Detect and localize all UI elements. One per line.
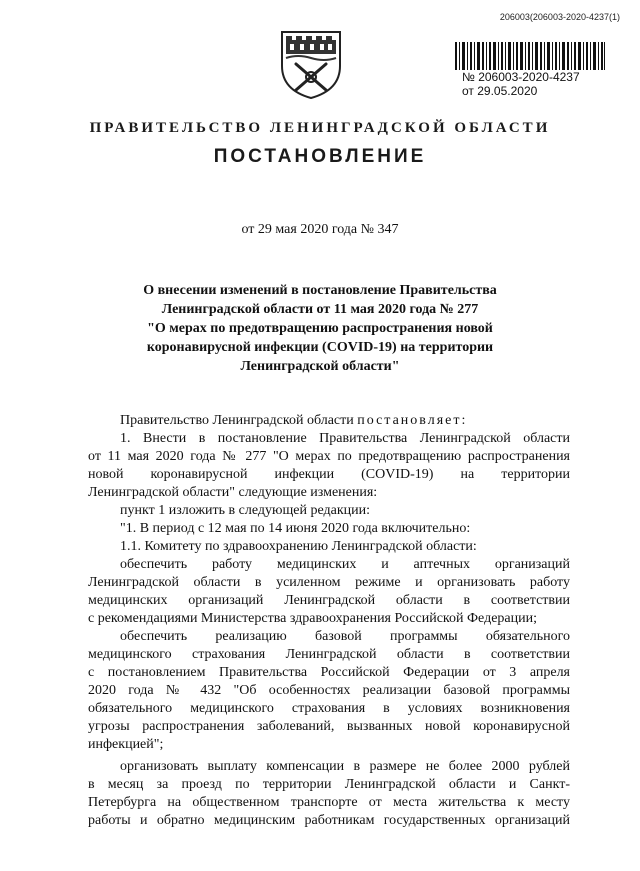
body-line: медицинского страхования Ленинградской области в соответствии — [88, 647, 570, 662]
body-line: обеспечить работу медицинских и аптечных организаций — [120, 557, 570, 572]
body-intro — [88, 412, 570, 430]
body-line: инфекцией"; — [88, 737, 164, 752]
body-line: в месяц за проезд по территории Ленинградской области и Санкт- — [88, 777, 570, 792]
registration-number: № 206003-2020-4237 — [462, 70, 580, 84]
intro-prefix: Правительство Ленинградской области — [120, 413, 354, 428]
leningrad-oblast-emblem-icon — [278, 28, 344, 100]
intro-verb: постановляет: — [357, 413, 468, 428]
body-line: пункт 1 изложить в следующей редакции: — [120, 503, 370, 518]
body-line: Ленинградской области" следующие изменения: — [88, 485, 378, 500]
body-line: от 11 мая 2020 года № 277 "О мерах по предотвращению распространения — [88, 449, 570, 464]
subject-line: О внесении изменений в постановление Правительства — [143, 283, 497, 298]
body-line: с постановлением Правительства Российской Федерации от 3 апреля — [88, 665, 570, 680]
body-line: обеспечить реализацию базовой программы обязательного — [120, 629, 570, 644]
registration-date: от 29.05.2020 — [462, 84, 538, 98]
document-subject — [120, 281, 520, 376]
body-line: работы и обратно медицинским работникам государственных организаций — [88, 813, 570, 828]
document-body — [88, 412, 570, 830]
document-type-heading: ПОСТАНОВЛЕНИЕ — [213, 146, 427, 167]
body-line: с рекомендациями Министерства здравоохранения Российской Федерации; — [88, 611, 537, 626]
body-line: новой коронавирусной инфекции (COVID-19) на территории — [88, 467, 570, 482]
body-line: 2020 года № 432 "Об особенностях реализации базовой программы — [88, 683, 570, 698]
body-line: Петербурга на общественном транспорте от места жительства к месту — [88, 795, 570, 810]
body-line: 1. Внести в постановление Правительства Ленинградской области — [120, 431, 570, 446]
document-date: от 29 мая 2020 года № 347 — [241, 222, 399, 237]
subject-line: Ленинградской области" — [240, 359, 400, 374]
body-line: "1. В период с 12 мая по 14 июня 2020 года включительно: — [120, 521, 471, 536]
body-line: Ленинградской области в усиленном режиме и организовать работу — [88, 575, 570, 590]
barcode-icon — [455, 42, 605, 70]
subject-line: коронавирусной инфекции (COVID-19) на территории — [146, 340, 494, 355]
body-line: обязательного медицинского страхования в условиях возникновения — [88, 701, 570, 716]
body-line: организовать выплату компенсации в размере не более 2000 рублей — [120, 759, 570, 774]
subject-line: Ленинградской области от 11 мая 2020 года № 277 — [161, 302, 479, 317]
body-line: 1.1. Комитету по здравоохранению Ленинградской области: — [120, 539, 477, 554]
body-line: угрозы распространения заболеваний, вызванных новой коронавирусной — [88, 719, 570, 734]
subject-line: "О мерах по предотвращению распространения новой — [147, 321, 493, 336]
document-reference-code: 206003(206003-2020-4237(1) — [499, 12, 620, 22]
body-line: медицинских организаций Ленинградской области в соответствии — [88, 593, 570, 608]
government-title: ПРАВИТЕЛЬСТВО ЛЕНИНГРАДСКОЙ ОБЛАСТИ — [89, 120, 551, 136]
